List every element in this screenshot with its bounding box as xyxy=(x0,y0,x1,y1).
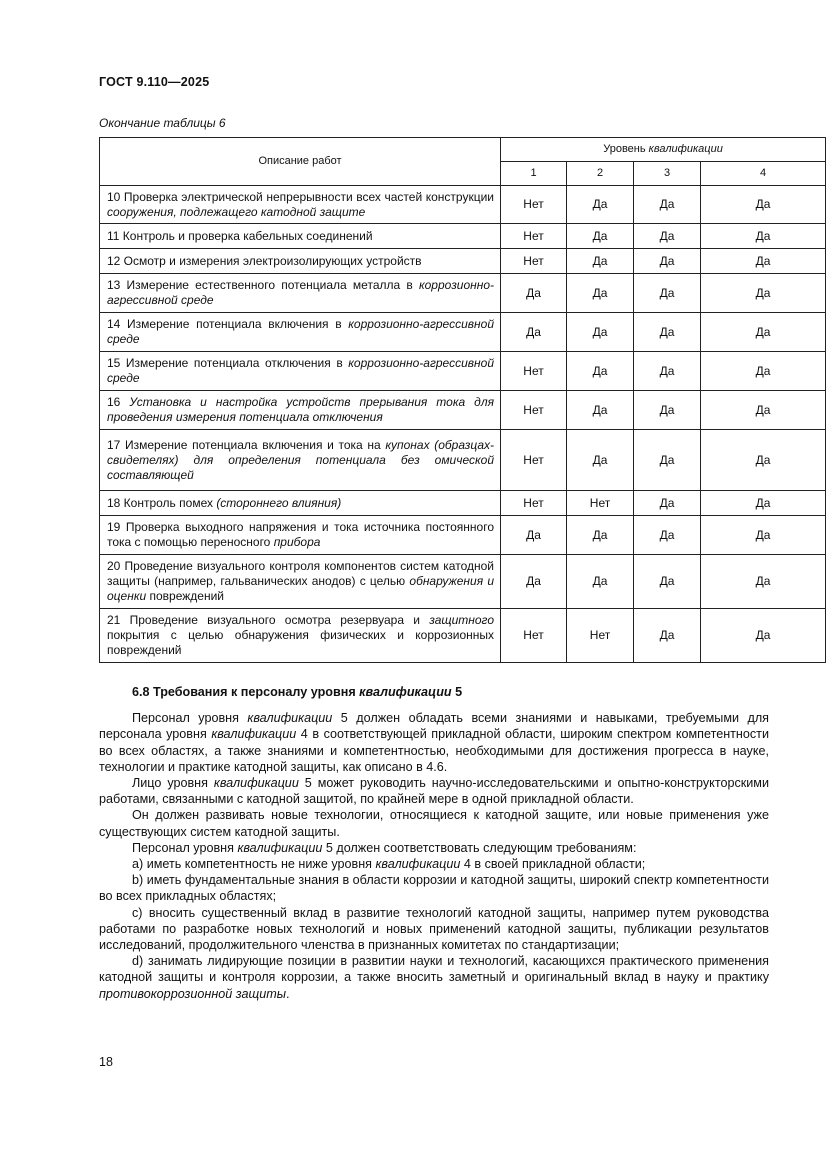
section-paragraph xyxy=(99,807,769,839)
section-paragraph xyxy=(99,840,769,856)
text-run: 19 Проверка выходного напряжения и тока источника постоянного тока с помощью переносного xyxy=(107,520,494,549)
work-description xyxy=(100,274,501,313)
level-2-value: Да xyxy=(567,391,634,430)
italic-text: квалификации xyxy=(213,776,299,791)
work-description xyxy=(100,516,501,555)
italic-text: коррозионно-агрессивной среде xyxy=(107,317,494,346)
italic-text: квалификации xyxy=(211,727,297,742)
level-3-value: Да xyxy=(634,491,701,516)
level-3-header: 3 xyxy=(634,162,701,186)
table-row xyxy=(100,186,826,224)
qualification-level-header: Уровень квалификации xyxy=(501,138,826,162)
work-description xyxy=(100,491,501,516)
level-4-value: Да xyxy=(701,430,826,491)
level-2-value: Да xyxy=(567,224,634,249)
section-body xyxy=(99,710,769,1002)
table-row xyxy=(100,249,826,274)
text-run: 4 в своей прикладной области; xyxy=(460,857,646,872)
level-1-value: Нет xyxy=(501,352,567,391)
work-description xyxy=(100,430,501,491)
italic-text: квалификации xyxy=(247,711,333,726)
table-row xyxy=(100,516,826,555)
level-2-value: Да xyxy=(567,352,634,391)
section-paragraph xyxy=(99,775,769,807)
level-1-header: 1 xyxy=(501,162,567,186)
italic-text: (стороннего влияния) xyxy=(216,495,342,510)
level-1-value: Нет xyxy=(501,609,567,663)
work-description xyxy=(100,186,501,224)
level-3-value: Да xyxy=(634,313,701,352)
work-description xyxy=(100,313,501,352)
level-2-header: 2 xyxy=(567,162,634,186)
level-2-value: Да xyxy=(567,249,634,274)
table-row xyxy=(100,491,826,516)
italic-text: Установка и настройка устройств прерывания тока для проведения измерения потенциала отключения xyxy=(107,395,494,424)
italic-text: прибора xyxy=(273,535,321,549)
level-2-value: Да xyxy=(567,186,634,224)
text-run: 18 Контроль помех xyxy=(107,495,217,510)
level-4-header: 4 xyxy=(701,162,826,186)
text-run: 15 Измерение потенциала отключения в xyxy=(107,356,349,370)
level-4-value: Да xyxy=(701,609,826,663)
level-1-value: Нет xyxy=(501,430,567,491)
level-4-value: Да xyxy=(701,352,826,391)
qualification-table xyxy=(99,137,826,663)
work-description xyxy=(100,224,501,249)
level-1-value: Да xyxy=(501,313,567,352)
text-run: 14 Измерение потенциала включения в xyxy=(107,317,349,331)
level-4-value: Да xyxy=(701,224,826,249)
level-4-value: Да xyxy=(701,249,826,274)
table-row xyxy=(100,430,826,491)
level-3-value: Да xyxy=(634,224,701,249)
text-run: 10 Проверка электрической непрерывности всех частей конструкции xyxy=(107,189,494,204)
level-3-value: Да xyxy=(634,430,701,491)
italic-text: купонах (образцах-свидетелях) для определения потенциала без омической составляющей xyxy=(107,437,494,482)
standard-header: ГОСТ 9.110—2025 xyxy=(99,75,210,89)
table-row xyxy=(100,352,826,391)
level-4-value: Да xyxy=(701,313,826,352)
text-run: 16 xyxy=(107,395,130,409)
table-row xyxy=(100,555,826,609)
text-run: 13 Измерение естественного потенциала металла в xyxy=(107,278,419,292)
description-column-header: Описание работ xyxy=(100,138,501,186)
level-2-value: Нет xyxy=(567,609,634,663)
level-2-value: Да xyxy=(567,313,634,352)
italic-text: коррозионно-агрессивной среде xyxy=(107,356,494,385)
level-2-value: Да xyxy=(567,274,634,313)
level-1-value: Нет xyxy=(501,249,567,274)
text-run: 4 в соответствующей прикладной области, широким спектром компетентности во всех областях, а также знаниями и компетентностью, необходимыми для достижения прогресса в науке, технологии и практике катодной защиты, как описано в 4.6. xyxy=(99,727,769,774)
italic-text: сооружения, подлежащего катодной защите xyxy=(107,204,366,219)
text-run: 5 должен соответствовать следующим требованиям: xyxy=(322,840,637,855)
text-run: . xyxy=(285,986,290,1001)
level-1-value: Да xyxy=(501,555,567,609)
text-run: 5 может руководить научно-исследовательскими и опытно-конструкторскими работами, связанными с катодной защитой, по крайней мере в одной прикладной области. xyxy=(99,776,769,807)
text-run: 17 Измерение потенциала включения и тока на xyxy=(107,437,386,452)
table-row xyxy=(100,609,826,663)
work-description xyxy=(100,391,501,430)
level-4-value: Да xyxy=(701,186,826,224)
level-3-value: Да xyxy=(634,249,701,274)
level-2-value: Да xyxy=(567,430,634,491)
level-3-value: Да xyxy=(634,609,701,663)
level-1-value: Нет xyxy=(501,491,567,516)
work-description xyxy=(100,609,501,663)
level-3-value: Да xyxy=(634,274,701,313)
text-run: Он должен развивать новые технологии, относящиеся к катодной защите, или новые применения уже существующих систем катодной защиты. xyxy=(99,808,769,839)
level-3-value: Да xyxy=(634,391,701,430)
text-run: покрытия с целью обнаружения физических и коррозионных повреждений xyxy=(107,628,494,657)
text-run: Персонал уровня xyxy=(132,840,238,855)
level-1-value: Да xyxy=(501,516,567,555)
work-description xyxy=(100,555,501,609)
level-4-value: Да xyxy=(701,491,826,516)
page-number: 18 xyxy=(99,1055,113,1069)
text-run: 21 Проведение визуального осмотра резервуара и xyxy=(107,613,430,627)
section-paragraph xyxy=(99,710,769,775)
level-2-value: Да xyxy=(567,555,634,609)
text-run: а) иметь компетентность не ниже уровня xyxy=(132,857,376,872)
level-4-value: Да xyxy=(701,555,826,609)
table-row xyxy=(100,224,826,249)
level-3-value: Да xyxy=(634,352,701,391)
section-paragraph xyxy=(99,872,769,904)
text-run: 12 Осмотр и измерения электроизолирующих устройств xyxy=(107,253,422,268)
italic-text: квалификации xyxy=(237,840,323,855)
text-run: Персонал уровня xyxy=(132,711,248,726)
text-run: 20 Проведение визуального контроля компонентов систем катодной защиты (например, гальванических анодов) с целью xyxy=(107,559,494,588)
table-row xyxy=(100,274,826,313)
text-run: Лицо уровня xyxy=(132,776,214,791)
level-2-value: Нет xyxy=(567,491,634,516)
level-4-value: Да xyxy=(701,274,826,313)
level-1-value: Да xyxy=(501,274,567,313)
italic-text: защитного xyxy=(429,613,494,627)
text-run: с) вносить существенный вклад в развитие технологий катодной защиты, например путем руководства работами по разработке новых технологий и новых применений катодной защиты, публикации результатов исследований, продолжительного членства в признанных комитетах по стандартизации; xyxy=(99,905,769,953)
section-paragraph xyxy=(99,856,769,872)
text-run: b) иметь фундаментальные знания в области коррозии и катодной защиты, широкий спектр компетентности во всех прикладных областях; xyxy=(99,873,769,904)
text-run: 11 Контроль и проверка кабельных соединений xyxy=(107,228,373,243)
table-row xyxy=(100,313,826,352)
level-2-value: Да xyxy=(567,516,634,555)
text-run: 5 должен обладать всеми знаниями и навыками, требуемыми для персонала уровня xyxy=(99,711,770,742)
level-3-value: Да xyxy=(634,516,701,555)
italic-text: противокоррозионной защиты xyxy=(99,986,286,1001)
table-caption: Окончание таблицы 6 xyxy=(99,116,226,130)
level-3-value: Да xyxy=(634,186,701,224)
text-run: d) занимать лидирующие позиции в развитии науки и технологий, касающихся практического применения катодной защиты и контроля коррозии, а также вносить заметный и оригинальный вклад в науку и практику xyxy=(99,954,769,985)
section-6-8 xyxy=(99,684,769,1002)
level-4-value: Да xyxy=(701,391,826,430)
table-row xyxy=(100,391,826,430)
level-4-value: Да xyxy=(701,516,826,555)
italic-text: коррозионно-агрессивной среде xyxy=(107,278,494,307)
section-title: 6.8 Требования к персоналу уровня квалификации 5 xyxy=(132,685,463,699)
level-1-value: Нет xyxy=(501,186,567,224)
section-paragraph xyxy=(99,905,769,954)
level-3-value: Да xyxy=(634,555,701,609)
work-description xyxy=(100,249,501,274)
section-paragraph xyxy=(99,953,769,1002)
level-1-value: Нет xyxy=(501,391,567,430)
text-run: повреждений xyxy=(146,589,224,603)
work-description xyxy=(100,352,501,391)
italic-text: обнаружения и оценки xyxy=(107,574,494,603)
italic-text: квалификации xyxy=(375,857,461,872)
level-1-value: Нет xyxy=(501,224,567,249)
